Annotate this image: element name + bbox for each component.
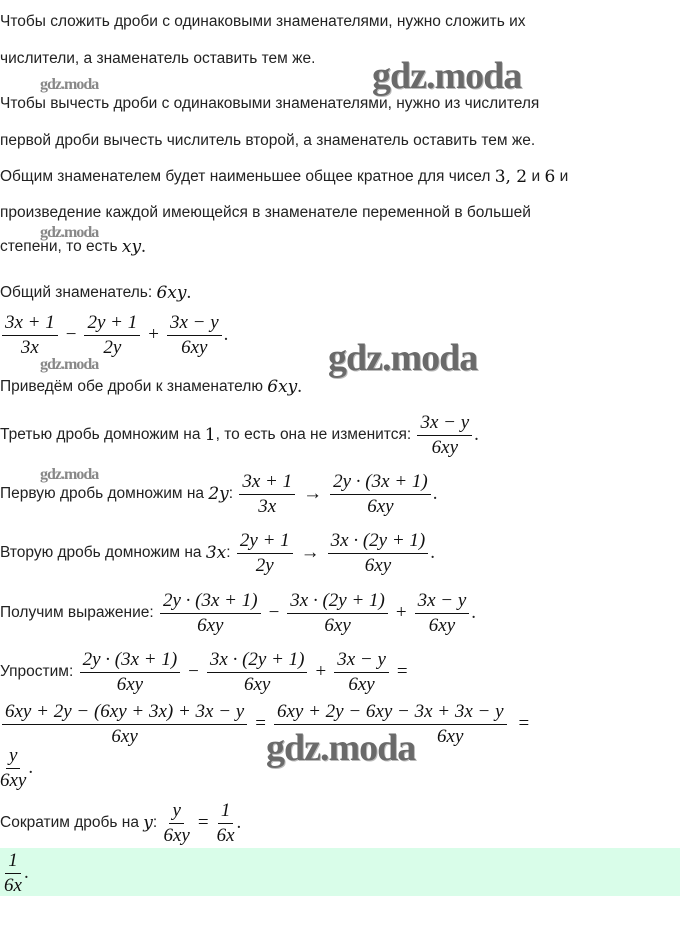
numerator: 3x − y (415, 591, 470, 614)
paragraph-text: Общий знаменатель: (0, 284, 153, 301)
math-inline: 6xy (156, 283, 187, 303)
paragraph-text: и (531, 168, 541, 185)
math-expression (0, 698, 680, 750)
numerator: 2y + 1 (84, 313, 140, 336)
paragraph-text: Чтобы сложить дроби с одинаковыми знаменателями, нужно сложить их (0, 13, 526, 30)
period: . (186, 282, 192, 303)
denominator: 6xy (428, 614, 456, 636)
denominator: 6xy (111, 725, 138, 747)
fraction (80, 650, 181, 695)
fraction (0, 746, 26, 791)
denominator: 6xy (197, 614, 224, 636)
fraction (2, 702, 247, 747)
period: . (432, 483, 438, 504)
watermark: gdz.moda (40, 356, 99, 373)
paragraph-text: Получим выражение: (0, 604, 154, 621)
fraction (217, 801, 235, 846)
fraction (334, 650, 389, 695)
text-line (0, 12, 526, 32)
operator: = (396, 661, 408, 682)
numerator: 1 (218, 801, 234, 824)
denominator: 6xy (437, 725, 464, 747)
denominator: 6x (216, 824, 235, 846)
text-line (0, 167, 568, 187)
text-line (0, 131, 535, 151)
numerator: 2y · (3x + 1) (80, 650, 181, 673)
watermark: gdz.moda (266, 727, 416, 769)
text-line: Сократим дробь на y : $\frac{y}{6xy}$ = $\frac{1}{6x}$ . (0, 799, 242, 846)
period: . (297, 376, 303, 397)
answer-fraction (4, 851, 22, 896)
text-line (0, 283, 191, 303)
paragraph-text: и (559, 168, 569, 185)
denominator: 6xy (431, 436, 459, 458)
paragraph-text: Общим знаменателем будет наименьшее общее кратное для чисел (0, 168, 491, 185)
period: . (474, 424, 479, 445)
text-line (0, 203, 531, 223)
operator: + (395, 602, 407, 623)
text-line (0, 49, 315, 69)
math-inline: 1 (204, 425, 216, 445)
answer-expression (2, 848, 29, 898)
answer-box (0, 848, 680, 896)
arrow: → (300, 542, 320, 563)
denominator: 6x (4, 874, 22, 896)
denominator: 6xy (324, 614, 351, 636)
paragraph-text: Приведём обе дроби к знаменателю (0, 378, 263, 395)
period: . (141, 236, 146, 257)
numerator: 3x + 1 (2, 313, 58, 336)
operator: = (197, 812, 209, 833)
denominator: 6xy (367, 495, 394, 517)
numerator: 6xy + 2y − (6xy + 3x) + 3x − y (2, 702, 247, 725)
fraction (237, 531, 293, 576)
period: . (430, 542, 435, 563)
text-line (0, 237, 146, 257)
paragraph-text: Третью дробь домножим на (0, 426, 201, 443)
numerator: 2y · (3x + 1) (330, 472, 431, 495)
fraction (207, 650, 308, 695)
operator: = (255, 713, 266, 734)
watermark: gdz.moda (40, 76, 99, 93)
paragraph-text: произведение каждой имеющейся в знаменателе переменной в большей (0, 204, 531, 221)
watermark: gdz.moda (40, 466, 99, 483)
text-line (0, 409, 479, 461)
operator: − (65, 324, 77, 345)
math-inline: 3x (205, 543, 227, 563)
paragraph-text: Чтобы вычесть дроби с одинаковыми знаменателями, нужно из числителя (0, 95, 540, 112)
operator: − (188, 661, 199, 682)
watermark: gdz.moda (328, 337, 478, 379)
text-line: Первую дробь домножим на 2y : $\frac{3x + 1}{3x}$ → $\frac{2y \cdot (3x + 1)}{6xy}$ . (0, 470, 438, 517)
period: . (471, 602, 477, 623)
numerator: 6xy + 2y − 6xy − 3x + 3x − y (274, 702, 507, 725)
period: . (236, 812, 242, 833)
paragraph-text: , то есть она не изменится: (215, 426, 412, 443)
math-inline: 2y (208, 484, 229, 504)
numerator: 3x − y (167, 313, 222, 336)
text-line (0, 94, 539, 114)
arrow: → (303, 483, 323, 504)
numerator: 3x + 1 (239, 472, 295, 495)
text-line: Вторую дробь домножим на 3x : $\frac{2y + 1}{2y}$ → $\frac{3x \cdot (2y + 1)}{6xy}$ . (0, 529, 435, 576)
math-expression (0, 742, 33, 794)
period: . (223, 324, 229, 345)
numerator: 3x · (2y + 1) (287, 591, 388, 614)
fraction (330, 472, 431, 517)
denominator: 6xy (163, 824, 190, 846)
paragraph-text: Упростим: (0, 663, 74, 680)
math-inline: y (143, 813, 153, 833)
paragraph-text: числители, а знаменатель оставить тем же. (0, 50, 316, 67)
denominator: 3x (258, 495, 277, 517)
paragraph-text: Сократим дробь на (0, 814, 139, 831)
paragraph-text: первой дроби вычесть числитель второй, а знаменатель оставить тем же. (0, 132, 536, 149)
numerator: y (6, 746, 20, 769)
fraction (167, 313, 222, 358)
numerator: y (169, 801, 183, 824)
watermark: gdz.moda (40, 224, 99, 241)
denominator: 3x (20, 336, 39, 358)
operator: − (268, 602, 280, 623)
fraction (417, 413, 472, 458)
math-number: 6 (544, 167, 556, 187)
fraction (160, 591, 261, 636)
period: . (28, 757, 34, 778)
fraction (239, 472, 295, 517)
numerator: 3x · (2y + 1) (328, 531, 429, 554)
denominator: 6xy (0, 769, 27, 791)
paragraph-text: степени, то есть (0, 238, 118, 255)
denominator: 6xy (116, 673, 144, 695)
fraction (2, 313, 58, 358)
numerator: 3x − y (417, 413, 472, 436)
text-line (0, 587, 476, 639)
numerator: 3x − y (334, 650, 389, 673)
denominator: 6xy (348, 673, 375, 695)
denominator: 6xy (181, 336, 208, 358)
period: . (23, 862, 29, 883)
denominator: 6xy (364, 554, 392, 576)
math-inline: xy (121, 237, 142, 257)
denominator: 2y (255, 554, 274, 576)
operator: + (148, 324, 159, 345)
denominator: 2y (103, 336, 122, 358)
fraction (274, 702, 507, 747)
math-inline: 6xy (267, 377, 298, 397)
numerator: 2y · (3x + 1) (160, 591, 261, 614)
text-line (0, 646, 414, 698)
fraction (328, 531, 429, 576)
math-numbers: 3, 2 (494, 167, 528, 187)
fraction (164, 801, 190, 846)
paragraph-text: Первую дробь домножим на (0, 485, 204, 502)
numerator: 2y + 1 (237, 531, 293, 554)
watermark: gdz.moda (372, 55, 522, 97)
text-line (0, 377, 302, 397)
numerator: 1 (5, 851, 21, 874)
denominator: 6xy (244, 673, 271, 695)
fraction (287, 591, 388, 636)
math-expression (0, 310, 228, 360)
fraction (84, 313, 140, 358)
operator: = (518, 713, 530, 734)
fraction (415, 591, 470, 636)
operator: + (315, 661, 327, 682)
paragraph-text: Вторую дробь домножим на (0, 544, 202, 561)
numerator: 3x · (2y + 1) (207, 650, 308, 673)
